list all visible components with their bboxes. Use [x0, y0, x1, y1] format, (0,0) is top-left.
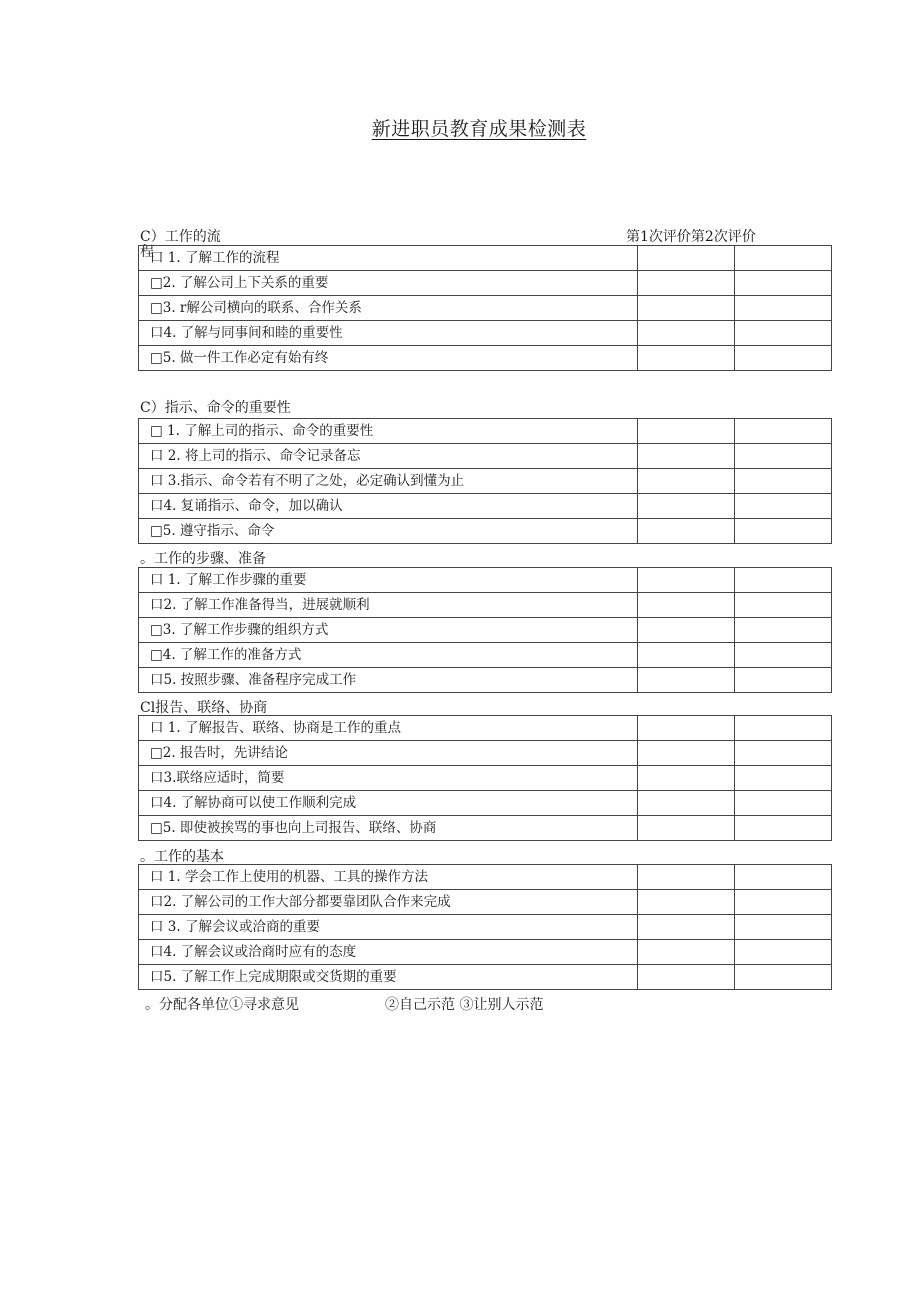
- checklist-item: 口5. 了解工作上完成期限或交货期的重要: [139, 965, 638, 990]
- second-evaluation-cell[interactable]: [735, 915, 832, 940]
- second-evaluation-cell[interactable]: [735, 519, 832, 544]
- second-evaluation-cell[interactable]: [735, 741, 832, 766]
- checklist-item: □2. 了解公司上下关系的重要: [139, 271, 638, 296]
- table-row: [139, 593, 832, 618]
- table-row: [139, 668, 832, 693]
- evaluation-table: [138, 715, 832, 841]
- checklist-item: 口 3. 了解会议或洽商的重要: [139, 915, 638, 940]
- checklist-item: □4. 了解工作的准备方式: [139, 643, 638, 668]
- table-row: [139, 494, 832, 519]
- table-row: [139, 816, 832, 841]
- first-evaluation-cell[interactable]: [638, 593, 735, 618]
- checklist-item: 口 1. 学会工作上使用的机器、工具的操作方法: [139, 865, 638, 890]
- evaluation-table: [138, 567, 832, 693]
- checklist-item: 口 1. 了解报告、联络、协商是工作的重点: [139, 716, 638, 741]
- second-evaluation-cell[interactable]: [735, 469, 832, 494]
- table-row: [139, 940, 832, 965]
- section-label: 。工作的基本: [140, 849, 224, 865]
- second-evaluation-cell[interactable]: [735, 643, 832, 668]
- checklist-item: 口2. 了解公司的工作大部分都要靠团队合作来完成: [139, 890, 638, 915]
- first-evaluation-cell[interactable]: [638, 419, 735, 444]
- table-row: [139, 643, 832, 668]
- footer-note-left: 。分配各单位①寻求意见: [145, 997, 299, 1013]
- first-evaluation-cell[interactable]: [638, 668, 735, 693]
- table-row: [139, 419, 832, 444]
- table-row: [139, 741, 832, 766]
- checklist-item: □5. 遵守指示、命令: [139, 519, 638, 544]
- evaluation-table: [138, 864, 832, 990]
- first-evaluation-cell[interactable]: [638, 296, 735, 321]
- first-evaluation-cell[interactable]: [638, 965, 735, 990]
- table-row: [139, 716, 832, 741]
- second-evaluation-cell[interactable]: [735, 271, 832, 296]
- table-row: [139, 271, 832, 296]
- footer-note: [145, 994, 544, 1014]
- section-label: C）工作的流: [140, 229, 221, 245]
- first-evaluation-cell[interactable]: [638, 816, 735, 841]
- footer-note-right: ②自己示范 ③让别人示范: [385, 997, 544, 1013]
- second-evaluation-cell[interactable]: [735, 321, 832, 346]
- table-row: [139, 444, 832, 469]
- second-evaluation-cell[interactable]: [735, 568, 832, 593]
- first-evaluation-cell[interactable]: [638, 741, 735, 766]
- table-row: [139, 519, 832, 544]
- second-evaluation-cell[interactable]: [735, 593, 832, 618]
- second-evaluation-cell[interactable]: [735, 816, 832, 841]
- first-evaluation-cell[interactable]: [638, 469, 735, 494]
- table-row: [139, 915, 832, 940]
- second-evaluation-cell[interactable]: [735, 419, 832, 444]
- table-row: [139, 618, 832, 643]
- section-label: Cl报告、联络、协商: [140, 700, 268, 716]
- second-evaluation-cell[interactable]: [735, 965, 832, 990]
- second-evaluation-cell[interactable]: [735, 246, 832, 271]
- second-evaluation-cell[interactable]: [735, 766, 832, 791]
- checklist-item: 口 3.指示、命令若有不明了之处，必定确认到懂为止: [139, 469, 638, 494]
- first-evaluation-cell[interactable]: [638, 271, 735, 296]
- first-evaluation-cell[interactable]: [638, 643, 735, 668]
- table-row: [139, 766, 832, 791]
- first-evaluation-cell[interactable]: [638, 890, 735, 915]
- section-label: C）指示、命令的重要性: [140, 400, 291, 416]
- table-row: [139, 865, 832, 890]
- section-label-overflow: 程: [140, 244, 154, 260]
- checklist-item: 口4. 了解与同事间和睦的重要性: [139, 321, 638, 346]
- first-evaluation-cell[interactable]: [638, 321, 735, 346]
- checklist-item: 口3.联络应适时，简要: [139, 766, 638, 791]
- evaluation-table: [138, 245, 832, 371]
- first-evaluation-cell[interactable]: [638, 519, 735, 544]
- table-row: [139, 568, 832, 593]
- section-label: 。工作的步骤、准备: [140, 551, 266, 567]
- first-evaluation-cell[interactable]: [638, 716, 735, 741]
- table-row: [139, 965, 832, 990]
- checklist-item: 口 1. 了解工作的流程: [139, 246, 638, 271]
- second-evaluation-cell[interactable]: [735, 940, 832, 965]
- table-row: [139, 346, 832, 371]
- first-evaluation-cell[interactable]: [638, 915, 735, 940]
- second-evaluation-cell[interactable]: [735, 444, 832, 469]
- first-evaluation-cell[interactable]: [638, 940, 735, 965]
- checklist-item: □ 1. 了解上司的指示、命令的重要性: [139, 419, 638, 444]
- checklist-item: 口2. 了解工作准备得当，进展就顺利: [139, 593, 638, 618]
- first-evaluation-cell[interactable]: [638, 618, 735, 643]
- second-evaluation-cell[interactable]: [735, 791, 832, 816]
- first-evaluation-cell[interactable]: [638, 865, 735, 890]
- table-row: [139, 296, 832, 321]
- evaluation-column-headers: 第1次评价第2次评价: [626, 229, 756, 245]
- first-evaluation-cell[interactable]: [638, 494, 735, 519]
- first-evaluation-cell[interactable]: [638, 766, 735, 791]
- second-evaluation-cell[interactable]: [735, 716, 832, 741]
- second-evaluation-cell[interactable]: [735, 494, 832, 519]
- checklist-item: □3. r解公司横向的联系、合作关系: [139, 296, 638, 321]
- second-evaluation-cell[interactable]: [735, 890, 832, 915]
- first-evaluation-cell[interactable]: [638, 246, 735, 271]
- second-evaluation-cell[interactable]: [735, 346, 832, 371]
- checklist-item: □5. 即使被挨骂的事也向上司报告、联络、协商: [139, 816, 638, 841]
- table-row: [139, 791, 832, 816]
- checklist-item: 口 1. 了解工作步骤的重要: [139, 568, 638, 593]
- checklist-item: 口4. 复诵指示、命令，加以确认: [139, 494, 638, 519]
- table-row: [139, 890, 832, 915]
- second-evaluation-cell[interactable]: [735, 296, 832, 321]
- first-evaluation-cell[interactable]: [638, 444, 735, 469]
- table-row: [139, 246, 832, 271]
- evaluation-table: [138, 418, 832, 544]
- second-evaluation-cell[interactable]: [735, 668, 832, 693]
- table-row: [139, 321, 832, 346]
- checklist-item: 口5. 按照步骤、准备程序完成工作: [139, 668, 638, 693]
- page-title: 新进职员教育成果检测表: [371, 118, 587, 140]
- second-evaluation-cell[interactable]: [735, 618, 832, 643]
- checklist-item: 口 2. 将上司的指示、命令记录备忘: [139, 444, 638, 469]
- checklist-item: □2. 报告时，先讲结论: [139, 741, 638, 766]
- first-evaluation-cell[interactable]: [638, 791, 735, 816]
- checklist-item: 口4. 了解会议或洽商时应有的态度: [139, 940, 638, 965]
- checklist-item: 口4. 了解协商可以使工作顺利完成: [139, 791, 638, 816]
- checklist-item: □3. 了解工作步骤的组织方式: [139, 618, 638, 643]
- table-row: [139, 469, 832, 494]
- checklist-item: □5. 做一件工作必定有始有终: [139, 346, 638, 371]
- first-evaluation-cell[interactable]: [638, 568, 735, 593]
- second-evaluation-cell[interactable]: [735, 865, 832, 890]
- first-evaluation-cell[interactable]: [638, 346, 735, 371]
